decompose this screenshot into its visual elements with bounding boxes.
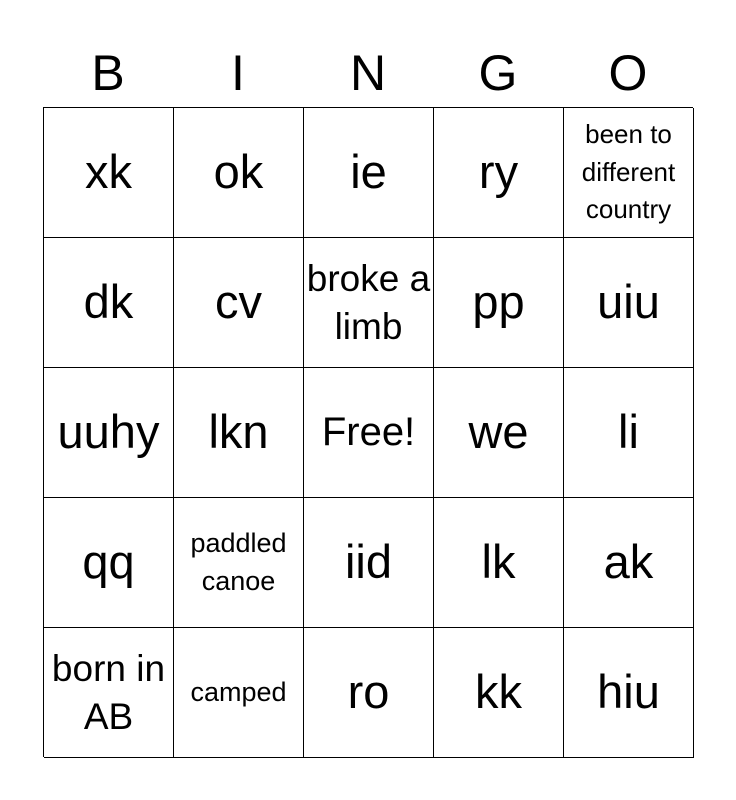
bingo-cell-o4[interactable] — [564, 498, 694, 628]
cell-text: uuhy — [57, 405, 160, 459]
bingo-cell-i4[interactable] — [174, 498, 304, 628]
bingo-cell-i1[interactable] — [174, 108, 304, 238]
bingo-cell-i5[interactable] — [174, 628, 304, 758]
bingo-cell-b1[interactable] — [44, 108, 174, 238]
cell-text: li — [618, 405, 639, 459]
bingo-cell-b5[interactable] — [44, 628, 174, 758]
bingo-cell-g3[interactable] — [434, 368, 564, 498]
cell-text: ak — [603, 535, 654, 589]
header-letter-o: O — [608, 45, 648, 101]
cell-text: lk — [481, 535, 516, 589]
bingo-board — [43, 107, 693, 757]
cell-text: camped — [190, 676, 287, 707]
bingo-cell-i3[interactable] — [174, 368, 304, 498]
bingo-cell-i2[interactable] — [174, 238, 304, 368]
header-letter-b: B — [91, 45, 125, 101]
cell-text: been to different country — [581, 118, 676, 225]
cell-text: lkn — [208, 405, 269, 459]
cell-text: ok — [213, 145, 264, 199]
bingo-cell-o1[interactable] — [564, 108, 694, 238]
bingo-cell-g4[interactable] — [434, 498, 564, 628]
bingo-cell-n1[interactable] — [304, 108, 434, 238]
bingo-cell-n5[interactable] — [304, 628, 434, 758]
cell-text: cv — [215, 275, 262, 329]
cell-text: iid — [344, 535, 393, 589]
bingo-cell-g2[interactable] — [434, 238, 564, 368]
header-letter-g: G — [478, 45, 518, 101]
header-letter-n: N — [349, 45, 387, 101]
bingo-cell-b4[interactable] — [44, 498, 174, 628]
bingo-cell-o2[interactable] — [564, 238, 694, 368]
cell-text: kk — [475, 665, 522, 719]
cell-text: ie — [350, 145, 387, 199]
cell-text: we — [468, 405, 529, 459]
bingo-cell-n2[interactable] — [304, 238, 434, 368]
bingo-cell-b3[interactable] — [44, 368, 174, 498]
cell-text: born in AB — [51, 648, 166, 737]
bingo-cell-g5[interactable] — [434, 628, 564, 758]
bingo-cell-b2[interactable] — [44, 238, 174, 368]
bingo-header — [43, 40, 693, 106]
cell-text: pp — [472, 275, 525, 329]
cell-text: paddled canoe — [190, 527, 287, 596]
cell-text: ro — [347, 665, 390, 719]
cell-text: hiu — [597, 665, 660, 719]
bingo-cell-o5[interactable] — [564, 628, 694, 758]
cell-text: ry — [478, 145, 519, 199]
header-letter-i: I — [231, 45, 245, 101]
cell-text: uiu — [597, 275, 660, 329]
cell-text: xk — [85, 145, 132, 199]
free-space-text: Free! — [321, 410, 416, 455]
cell-text: broke a limb — [306, 258, 431, 347]
cell-text: qq — [82, 535, 135, 589]
bingo-cell-free[interactable] — [304, 368, 434, 498]
bingo-cell-g1[interactable] — [434, 108, 564, 238]
cell-text: dk — [83, 275, 134, 329]
bingo-cell-n4[interactable] — [304, 498, 434, 628]
bingo-cell-o3[interactable] — [564, 368, 694, 498]
